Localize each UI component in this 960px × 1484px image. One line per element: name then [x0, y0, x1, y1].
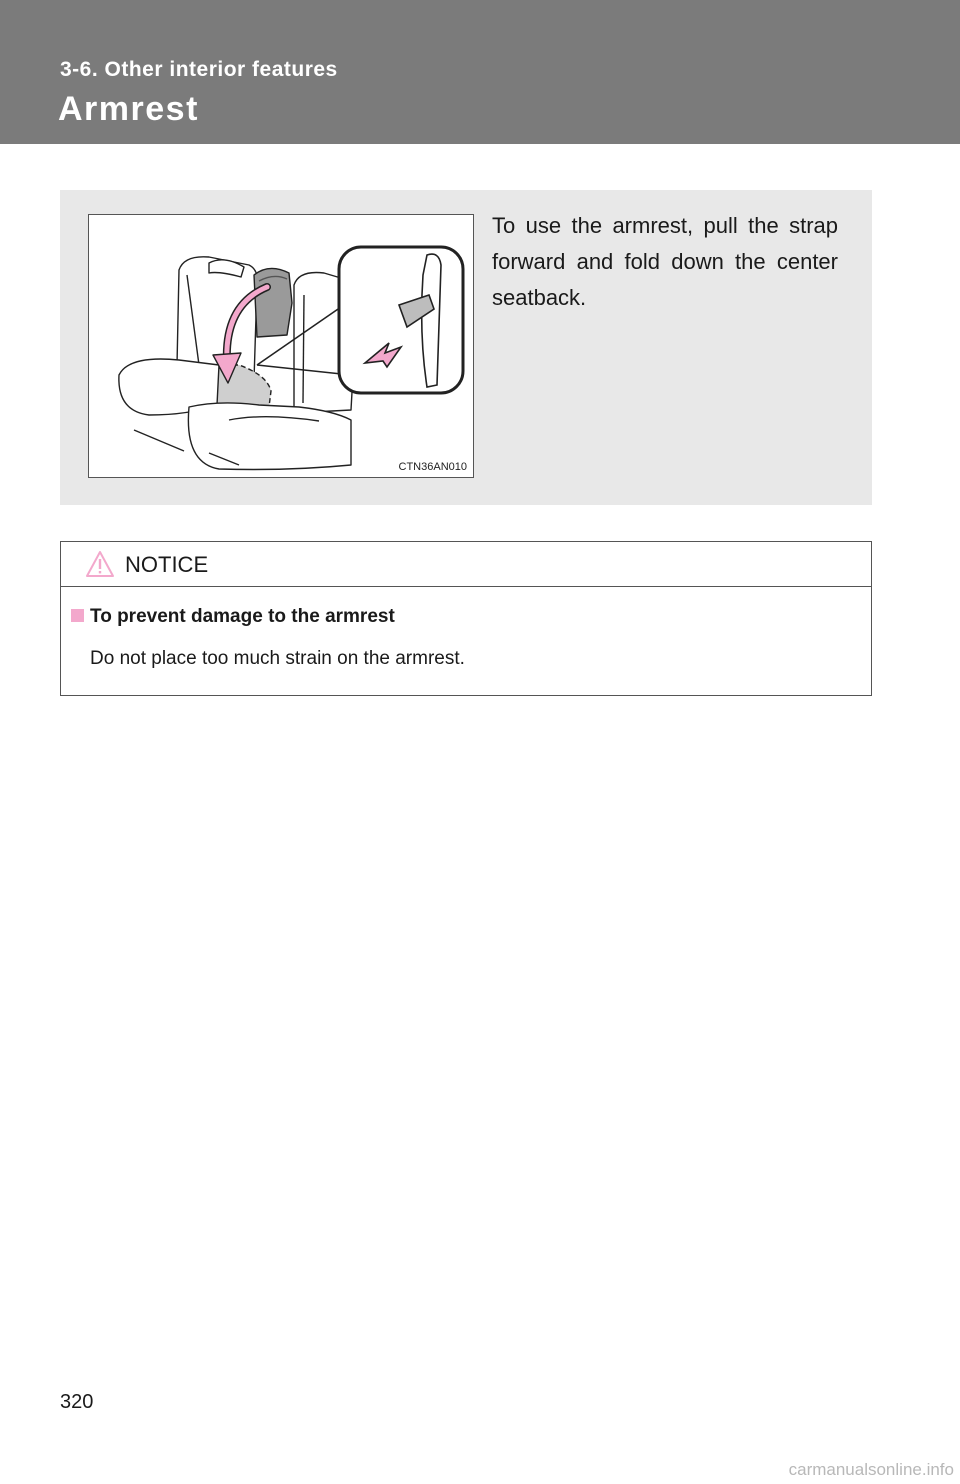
page-header [0, 0, 960, 144]
page-number: 320 [60, 1391, 94, 1413]
section-label: 3-6. Other interior features [60, 58, 338, 81]
notice-subheading [71, 606, 395, 628]
notice-box [60, 541, 872, 696]
page-title: Armrest [58, 90, 199, 128]
seat-drawing [89, 215, 473, 477]
armrest-illustration [88, 214, 474, 478]
content-panel [60, 190, 872, 505]
watermark: carmanualsonline.info [788, 1460, 954, 1479]
notice-header [61, 542, 871, 587]
warning-triangle-icon [85, 550, 115, 578]
notice-title: NOTICE [125, 552, 209, 577]
instruction-text: To use the armrest, pull the strap forward and fold down the center seatback. [492, 213, 838, 310]
square-bullet-icon [71, 609, 84, 622]
notice-subheading-text: To prevent damage to the armrest [90, 606, 395, 627]
notice-body: Do not place too much strain on the armrest. [90, 648, 465, 669]
figure-code: CTN36AN010 [398, 461, 467, 473]
